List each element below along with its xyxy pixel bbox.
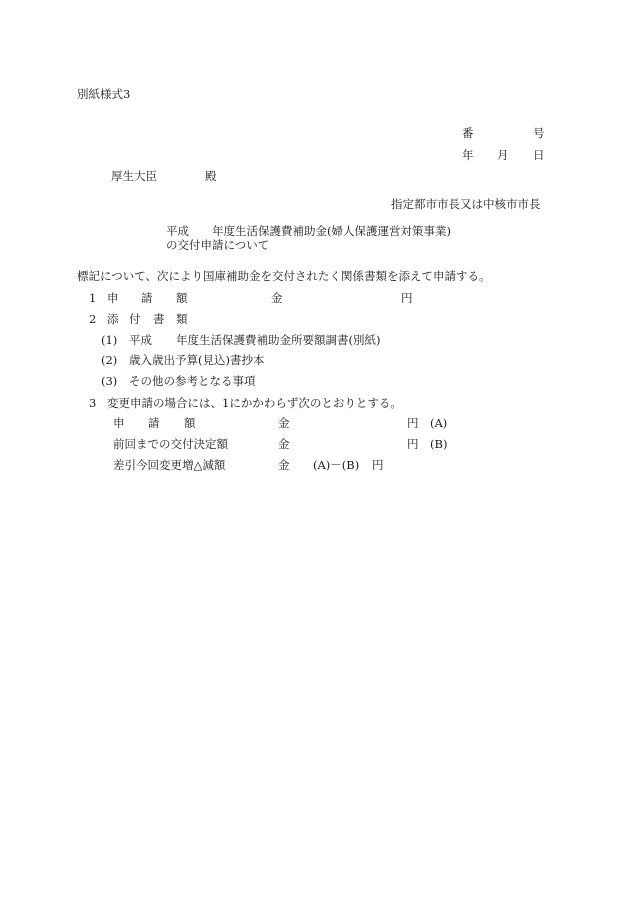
item3-text: 変更申請の場合には、1にかかわらず次のとおりとする。 [107,396,402,410]
sender: 指定都市市長又は中核市市長 [391,197,541,211]
subitem2-number: (2) [101,353,118,367]
item2-char2: 付 [129,312,141,326]
item3-row3-formula: (A)－(B) [313,458,360,472]
subitem3-number: (3) [101,374,118,388]
item2-char1: 添 [107,312,119,326]
item1-char3: 額 [176,291,188,305]
item3-row1-char1: 申 [113,416,125,430]
item3-row3-label: 差引今回変更増△減額 [113,458,226,472]
subitem1-era: 平成 [129,333,152,347]
item3-row1-kin: 金 [278,416,290,430]
item3-row2-yen: 円 [407,437,419,451]
item2-char3: 書 [153,312,165,326]
item1-char1: 申 [107,291,119,305]
item3-row2-mark: (B) [430,437,448,451]
item1-kin: 金 [271,291,283,305]
item3-row3-kin: 金 [278,458,290,472]
subitem1-number: (1) [101,333,118,347]
subject-line1: 年度生活保護費補助金(婦人保護運営対策事業) [212,224,451,238]
subitem3-text: その他の参考となる事項 [129,374,256,388]
form-label: 別紙様式3 [77,87,131,101]
item1-yen: 円 [401,291,413,305]
addressee-name: 厚生大臣 [111,169,157,183]
item2-char4: 類 [176,312,188,326]
date-tsuki: 月 [497,148,509,162]
item1-char2: 請 [141,291,153,305]
addressee-honorific: 殿 [205,169,217,183]
date-hi: 日 [533,148,545,162]
item3-row1-char2: 請 [148,416,160,430]
doc-number-gou: 号 [533,126,545,140]
intro-text: 標記について、次により国庫補助金を交付されたく関係書類を添えて申請する。 [77,269,491,283]
item3-row1-char3: 額 [184,416,196,430]
item3-row1-yen: 円 [407,416,419,430]
doc-number-ban: 番 [462,126,474,140]
item1-number: 1 [89,291,97,305]
item3-row2-kin: 金 [278,437,290,451]
subitem1-text: 年度生活保護費補助金所要額調書(別紙) [176,333,381,347]
date-nen: 年 [462,148,474,162]
subitem2-text: 歳入歳出予算(見込)書抄本 [129,353,265,367]
item3-row2-label: 前回までの交付決定額 [113,437,228,451]
subject-era: 平成 [166,224,189,238]
item2-number: 2 [89,312,97,326]
item3-row1-mark: (A) [430,416,448,430]
item3-row3-yen: 円 [372,458,384,472]
subject-line2: の交付申請について [166,238,270,252]
item3-number: 3 [89,396,97,410]
